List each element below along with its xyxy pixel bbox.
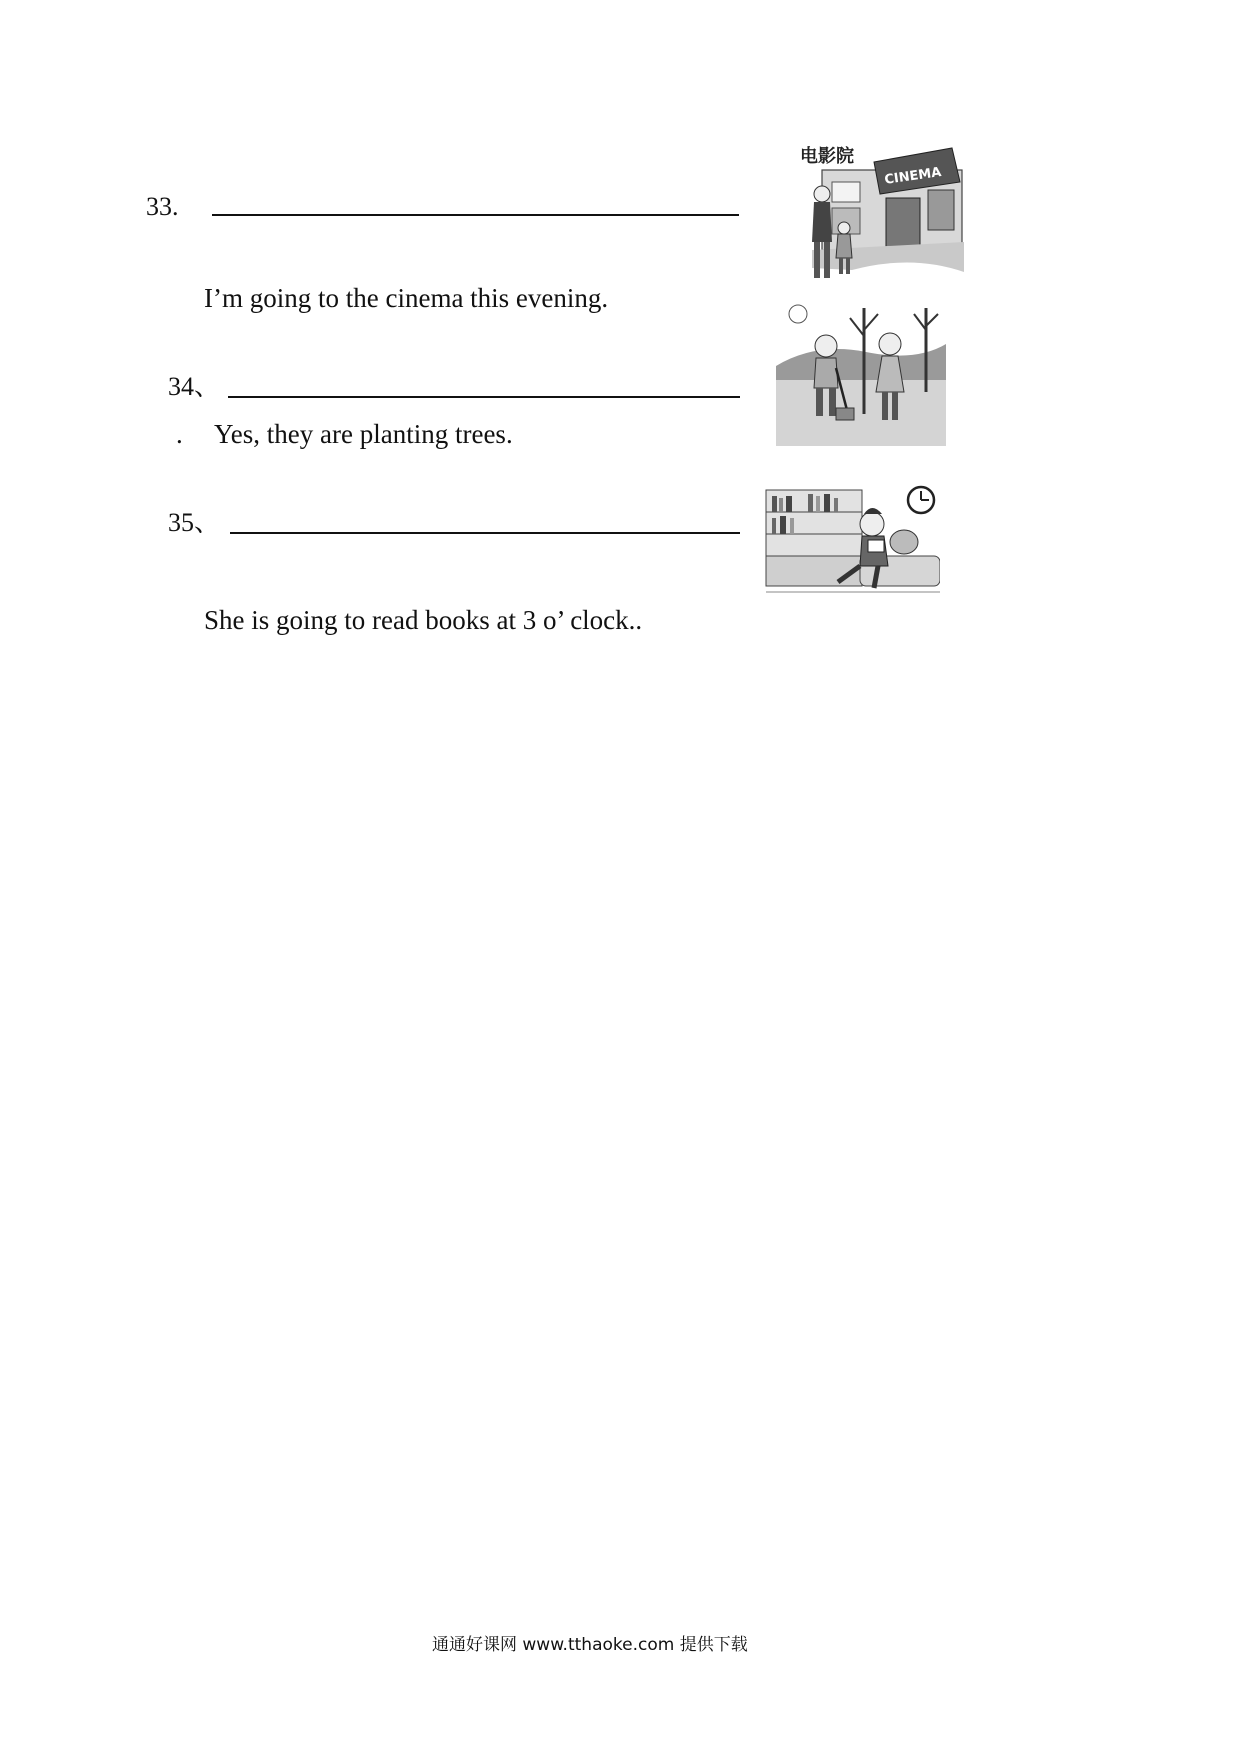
clock-icon — [908, 487, 934, 513]
question-34-number: 34、 — [168, 372, 221, 401]
question-33-answer-line[interactable] — [212, 214, 739, 216]
question-35-answer-text: She is going to read books at 3 o’ clock.. — [204, 605, 643, 635]
question-34-answer-text: Yes, they are planting trees. — [214, 419, 513, 449]
reading-books-scene-icon — [764, 484, 940, 608]
planting-trees-picture — [776, 296, 946, 446]
question-34-answer-line[interactable] — [228, 396, 740, 398]
cinema-picture — [792, 142, 964, 292]
question-35-answer-line[interactable] — [230, 532, 740, 534]
cinema-scene-icon — [792, 142, 964, 292]
cinema-sign-text: 电影院 — [800, 146, 854, 167]
page-footer: 通通好课网 www.tthaoke.com 提供下载 — [432, 1635, 748, 1655]
question-33-answer-text: I’m going to the cinema this evening. — [204, 283, 609, 313]
question-35-number: 35、 — [168, 508, 221, 537]
question-33-number: 33. — [146, 192, 179, 221]
question-34-prefix: . — [176, 419, 183, 449]
reading-books-picture — [764, 484, 940, 608]
planting-trees-scene-icon — [776, 296, 946, 446]
cinema-marquee-text: CINEMA — [883, 164, 943, 188]
